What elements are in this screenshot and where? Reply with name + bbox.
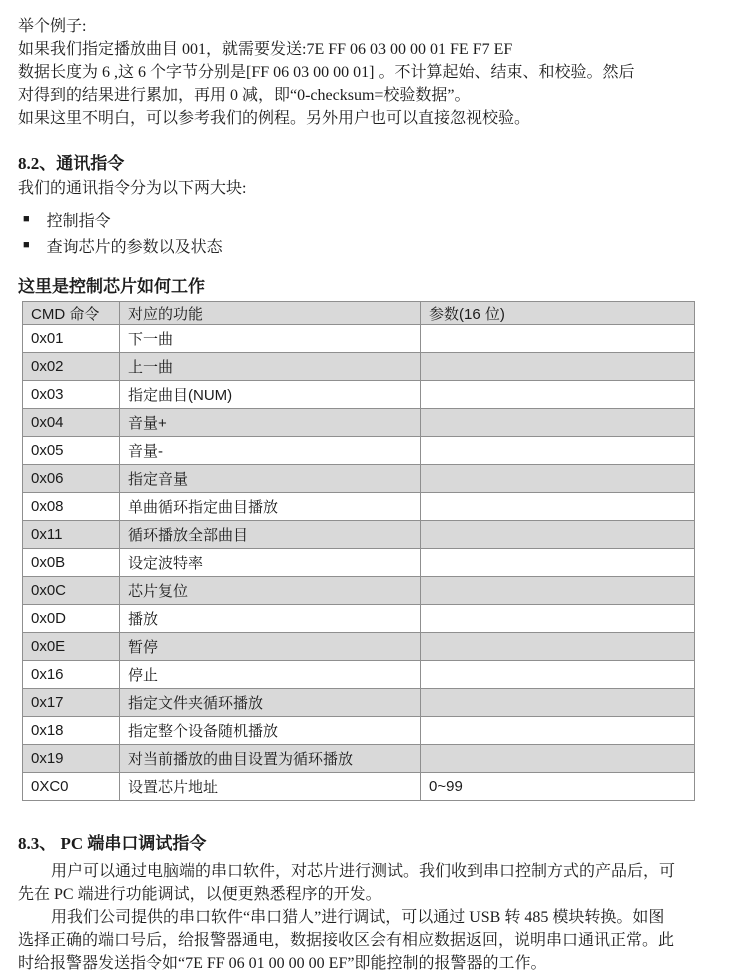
- cmd-cell: 0x19: [23, 745, 120, 773]
- cmd-cell: 0XC0: [23, 773, 120, 801]
- function-cell: 下一曲: [120, 325, 421, 353]
- table-column-header: 参数(16 位): [421, 302, 695, 325]
- param-cell: [421, 437, 695, 465]
- param-cell: 0~99: [421, 773, 695, 801]
- pc-serial-debug-paragraph: [18, 860, 734, 975]
- intro-line: 对得到的结果进行累加，再用 0 减，即“0-checksum=校验数据”。: [18, 87, 471, 104]
- function-cell: 停止: [120, 661, 421, 689]
- intro-line: 如果我们指定播放曲目 001，就需要发送:7E FF 06 03 00 00 01 FE F7 EF: [18, 41, 513, 58]
- table-row: [23, 717, 695, 745]
- table-row: [23, 577, 695, 605]
- table-row: [23, 689, 695, 717]
- param-cell: [421, 409, 695, 437]
- cmd-cell: 0x11: [23, 521, 120, 549]
- function-cell: 单曲循环指定曲目播放: [120, 493, 421, 521]
- function-cell: 上一曲: [120, 353, 421, 381]
- pc-serial-debug-line: 用户可以通过电脑端的串口软件，对芯片进行测试。我们收到串口控制方式的产品后，可: [51, 863, 676, 880]
- function-cell: 音量-: [120, 437, 421, 465]
- function-cell: 指定音量: [120, 465, 421, 493]
- function-cell: 指定整个设备随机播放: [120, 717, 421, 745]
- function-cell: 设置芯片地址: [120, 773, 421, 801]
- cmd-cell: 0x04: [23, 409, 120, 437]
- table-row: [23, 325, 695, 353]
- param-cell: [421, 633, 695, 661]
- cmd-cell: 0x01: [23, 325, 120, 353]
- checksum-example-paragraph: [18, 15, 734, 130]
- section-8-3-heading: 8.3、 PC 端串口调试指令: [18, 834, 207, 853]
- table-header-row: [23, 302, 695, 325]
- table-row: [23, 465, 695, 493]
- function-cell: 设定波特率: [120, 549, 421, 577]
- param-cell: [421, 521, 695, 549]
- table-row: [23, 381, 695, 409]
- cmd-cell: 0x06: [23, 465, 120, 493]
- param-cell: [421, 605, 695, 633]
- cmd-cell: 0x17: [23, 689, 120, 717]
- param-cell: [421, 717, 695, 745]
- pc-serial-debug-line: 时给报警器发送指令如“7E FF 06 01 00 00 00 EF”即能控制的报警器的工作。: [18, 955, 547, 972]
- cmd-cell: 0x0E: [23, 633, 120, 661]
- command-category-item: [18, 232, 734, 258]
- param-cell: [421, 381, 695, 409]
- square-bullet-icon: ■: [23, 212, 30, 225]
- cmd-cell: 0x0C: [23, 577, 120, 605]
- section-8-2-intro: 我们的通讯指令分为以下两大块:: [18, 180, 247, 197]
- square-bullet-icon: ■: [23, 238, 30, 251]
- function-cell: 暂停: [120, 633, 421, 661]
- table-row: [23, 661, 695, 689]
- table-column-header: CMD 命令: [23, 302, 120, 325]
- table-row: [23, 605, 695, 633]
- table-row: [23, 633, 695, 661]
- cmd-cell: 0x16: [23, 661, 120, 689]
- param-cell: [421, 549, 695, 577]
- cmd-cell: 0x03: [23, 381, 120, 409]
- table-row: [23, 353, 695, 381]
- table-row: [23, 437, 695, 465]
- table-column-header: 对应的功能: [120, 302, 421, 325]
- table-row: [23, 521, 695, 549]
- function-cell: 对当前播放的曲目设置为循环播放: [120, 745, 421, 773]
- intro-line: 如果这里不明白，可以参考我们的例程。另外用户也可以直接忽视校验。: [18, 110, 531, 127]
- function-cell: 循环播放全部曲目: [120, 521, 421, 549]
- param-cell: [421, 745, 695, 773]
- cmd-cell: 0x0D: [23, 605, 120, 633]
- table-caption: 这里是控制芯片如何工作: [18, 277, 205, 296]
- pc-serial-debug-line: 先在 PC 端进行功能调试，以便更熟悉程序的开发。: [18, 886, 382, 903]
- pc-serial-debug-line: 用我们公司提供的串口软件“串口猎人”进行调试，可以通过 USB 转 485 模块转换。如图: [51, 909, 665, 926]
- param-cell: [421, 325, 695, 353]
- pc-serial-debug-line: 选择正确的端口号后，给报警器通电，数据接收区会有相应数据返回，说明串口通讯正常。此: [18, 932, 675, 949]
- command-category-label: 控制指令: [46, 212, 111, 230]
- cmd-cell: 0x18: [23, 717, 120, 745]
- function-cell: 芯片复位: [120, 577, 421, 605]
- param-cell: [421, 493, 695, 521]
- cmd-cell: 0x05: [23, 437, 120, 465]
- param-cell: [421, 661, 695, 689]
- command-table: [22, 301, 695, 801]
- param-cell: [421, 353, 695, 381]
- function-cell: 指定文件夹循环播放: [120, 689, 421, 717]
- table-row: [23, 745, 695, 773]
- command-category-list: [18, 206, 734, 258]
- table-row: [23, 409, 695, 437]
- function-cell: 音量+: [120, 409, 421, 437]
- function-cell: 指定曲目(NUM): [120, 381, 421, 409]
- cmd-cell: 0x0B: [23, 549, 120, 577]
- param-cell: [421, 689, 695, 717]
- param-cell: [421, 465, 695, 493]
- param-cell: [421, 577, 695, 605]
- table-row: [23, 773, 695, 801]
- cmd-cell: 0x08: [23, 493, 120, 521]
- command-category-label: 查询芯片的参数以及状态: [46, 238, 223, 256]
- intro-line: 数据长度为 6 ,这 6 个字节分别是[FF 06 03 00 00 01] 。不计算起始、结束、和校验。然后: [18, 64, 635, 81]
- command-category-item: [18, 206, 734, 232]
- table-row: [23, 493, 695, 521]
- intro-line: 举个例子:: [18, 18, 87, 35]
- section-8-2-heading: 8.2、通讯指令: [18, 154, 125, 173]
- function-cell: 播放: [120, 605, 421, 633]
- table-row: [23, 549, 695, 577]
- cmd-cell: 0x02: [23, 353, 120, 381]
